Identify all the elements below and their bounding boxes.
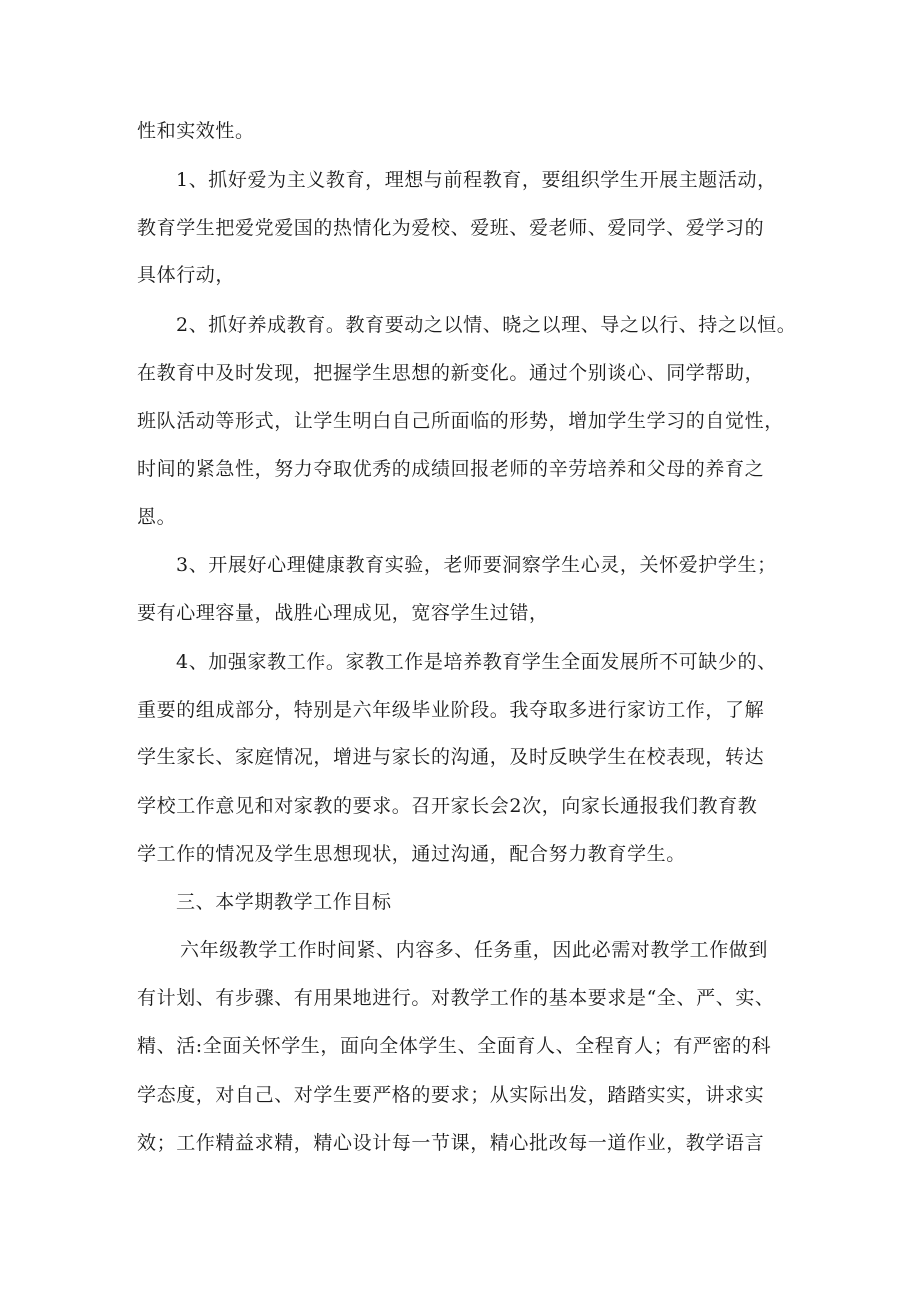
text-line: 重要的组成部分，特别是六年级毕业阶段。我夺取多进行家访工作，了解 — [137, 699, 765, 721]
text-line: 六年级教学工作时间紧、内容多、任务重，因此必需对教学工作做到 — [180, 939, 769, 961]
section-heading: 三、本学期教学工作目标 — [176, 891, 392, 913]
text-line: 精、活:全面关怀学生，面向全体学生、全面育人、全程育人；有严密的科 — [137, 1035, 772, 1057]
text-line: 有计划、有步骤、有用果地进行。对教学工作的基本要求是“全、严、实、 — [137, 987, 775, 1009]
text-line: 学生家长、家庭情况，增进与家长的沟通，及时反映学生在校表现，转达 — [137, 746, 765, 768]
text-line: 恩。 — [137, 506, 177, 528]
text-line: 学工作的情况及学生思想现状，通过沟通，配合努力教育学生。 — [137, 843, 686, 865]
text-line: 4、加强家教工作。家教工作是培养教育学生全面发展所不可缺少的、 — [176, 651, 777, 673]
text-line: 教育学生把爱党爱国的热情化为爱校、爱班、爱老师、爱同学、爱学习的 — [137, 217, 765, 239]
text-line: 性和实效性。 — [137, 120, 255, 142]
text-line: 班队活动等形式，让学生明白自己所面临的形势，增加学生学习的自觉性， — [137, 410, 784, 432]
text-line: 具体行动， — [137, 264, 236, 286]
text-line: 1、抓好爱为主义教育，理想与前程教育，要组织学生开展主题活动， — [176, 169, 777, 191]
text-line: 学态度，对自己、对学生要严格的要求；从实际出发，踏踏实实，讲求实 — [137, 1084, 765, 1106]
text-line: 要有心理容量，战胜心理成见，宽容学生过错， — [137, 602, 549, 624]
text-line: 时间的紧急性，努力夺取优秀的成绩回报老师的辛劳培养和父母的养育之 — [137, 458, 765, 480]
text-line: 在教育中及时发现，把握学生思想的新变化。通过个别谈心、同学帮助， — [137, 362, 765, 384]
text-line: 3、开展好心理健康教育实验，老师要洞察学生心灵，关怀爱护学生； — [176, 554, 777, 576]
text-line: 效；工作精益求精，精心设计每一节课，精心批改每一道作业，教学语言 — [137, 1132, 765, 1154]
text-line: 2、抓好养成教育。教育要动之以情、晓之以理、导之以行、持之以恒。 — [176, 314, 797, 336]
text-line: 学校工作意见和对家教的要求。召开家长会2次，向家长通报我们教育教 — [137, 795, 758, 817]
